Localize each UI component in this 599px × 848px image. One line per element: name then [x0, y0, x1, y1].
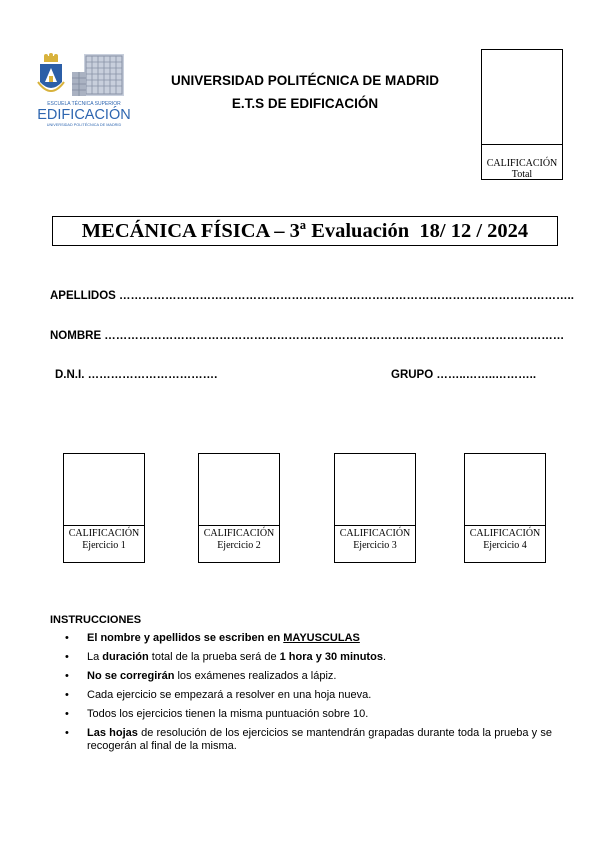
exercise-4-grade-box[interactable]	[464, 453, 546, 563]
field-apellidos[interactable]: APELLIDOS ………………………………………………………………………………………………………..	[50, 290, 574, 302]
exercise-grade-label: CALIFICACIÓN	[469, 528, 541, 539]
grade-box-divider	[64, 525, 144, 526]
exercise-grade-label: CALIFICACIÓN	[339, 528, 411, 539]
exercise-3-grade-box[interactable]	[334, 453, 416, 563]
grade-box-divider	[335, 525, 415, 526]
exercise-grade-label: CALIFICACIÓN	[68, 528, 140, 539]
building-icon	[72, 54, 124, 96]
list-item: • La duración total de la prueba será de 1 hora y 30 minutos.	[62, 651, 552, 664]
logo-line3: UNIVERSIDAD POLITÉCNICA DE MADRID	[46, 123, 122, 127]
exercise-grade-sublabel: Ejercicio 2	[217, 540, 261, 551]
instructions-list	[62, 632, 552, 759]
field-nombre[interactable]: NOMBRE …………………………………………………………………………………………………………	[50, 330, 565, 342]
list-item: • El nombre y apellidos se escriben en MAYUSCULAS	[62, 632, 552, 645]
crest-icon	[38, 53, 64, 91]
grade-box-divider	[199, 525, 279, 526]
logo-line1: ESCUELA TÉCNICA SUPERIOR	[47, 101, 121, 107]
total-grade-box[interactable]	[481, 49, 563, 180]
field-dni[interactable]: D.N.I. …………………………….	[55, 369, 218, 381]
list-item: • No se corregirán los exámenes realizados a lápiz.	[62, 670, 552, 683]
grade-box-divider	[465, 525, 545, 526]
university-name: UNIVERSIDAD POLITÉCNICA DE MADRID	[170, 73, 439, 88]
total-grade-label: CALIFICACIÓN	[486, 158, 558, 169]
logo-line2: EDIFICACIÓN	[37, 107, 131, 123]
exercise-grade-sublabel: Ejercicio 4	[483, 540, 527, 551]
total-grade-sublabel: Total	[511, 169, 533, 180]
list-item: • Las hojas de resolución de los ejercicios se mantendrán grapadas durante toda la prueba y se recogerán al final de la misma.	[62, 727, 552, 753]
exercise-grade-label: CALIFICACIÓN	[203, 528, 275, 539]
grade-box-divider	[482, 144, 562, 145]
school-crest-and-building-logo-icon	[36, 52, 132, 132]
list-item: • Todos los ejercicios tienen la misma puntuación sobre 10.	[62, 708, 552, 721]
field-grupo[interactable]: GRUPO ……..……..………..	[391, 369, 537, 381]
instructions-title: INSTRUCCIONES	[50, 614, 142, 626]
school-logo	[36, 52, 132, 132]
exercise-2-grade-box[interactable]	[198, 453, 280, 563]
exam-title: MECÁNICA FÍSICA – 3ª Evaluación 18/ 12 / 2024	[52, 216, 558, 246]
list-item: • Cada ejercicio se empezará a resolver en una hoja nueva.	[62, 689, 552, 702]
school-name: E.T.S DE EDIFICACIÓN	[231, 96, 379, 111]
exercise-grade-sublabel: Ejercicio 1	[82, 540, 126, 551]
exercise-1-grade-box[interactable]	[63, 453, 145, 563]
exercise-grade-sublabel: Ejercicio 3	[353, 540, 397, 551]
